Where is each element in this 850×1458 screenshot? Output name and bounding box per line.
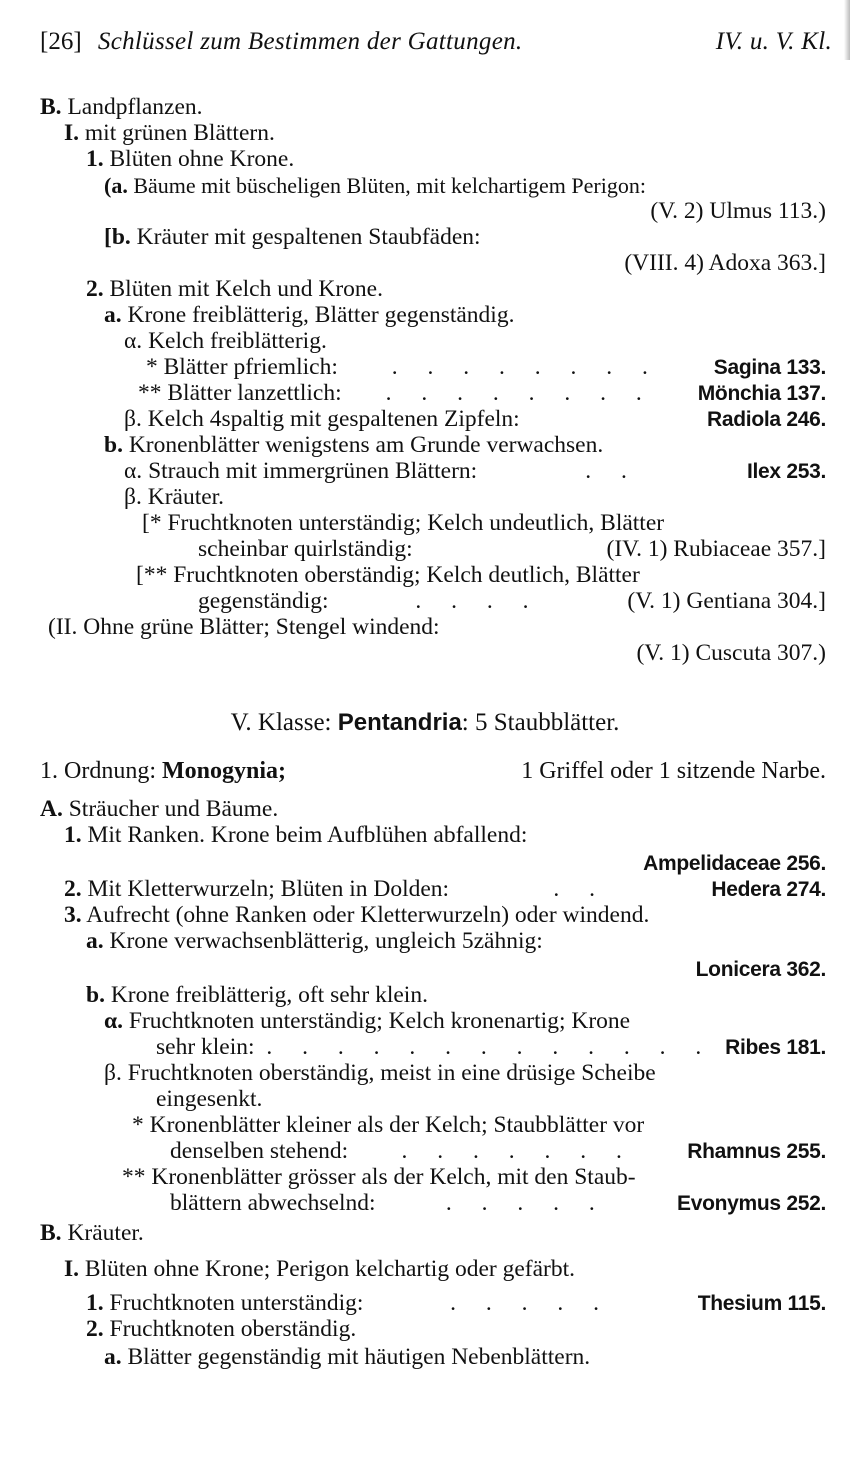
key-line: α. Kelch freiblätterig. <box>124 328 327 354</box>
key-line: sehr klein: . . . . . . . . . . . . . Ribes 181. <box>156 1034 826 1060</box>
key-genus: Lonicera 362. <box>695 958 826 981</box>
page-edge-shadow <box>844 0 850 60</box>
header-title: Schlüssel zum Bestimmen der Gattungen. <box>97 28 523 55</box>
key-line: eingesenkt. <box>156 1086 263 1112</box>
key-line: β. Kräuter. <box>124 484 225 510</box>
key-line: a. Krone freiblätterig, Blätter gegenständig. <box>104 302 515 328</box>
key-line: 2. Blüten mit Kelch und Krone. <box>86 276 383 302</box>
key-line: 1. Blüten ohne Krone. <box>86 146 295 172</box>
key-line: b. Krone freiblätterig, oft sehr klein. <box>86 982 428 1008</box>
key-line: b. Kronenblätter wenigstens am Grunde verwachsen. <box>104 432 604 458</box>
key-line: 3. Aufrecht (ohne Ranken oder Kletterwurzeln) oder windend. <box>64 902 650 928</box>
key-line: scheinbar quirlständig: <box>198 536 413 562</box>
key-ref: (V. 2) Ulmus 113.) <box>650 198 826 224</box>
key-line: 1. Mit Ranken. Krone beim Aufblühen abfallend: <box>64 822 528 848</box>
key-line: a. Blätter gegenständig mit häutigen Nebenblättern. <box>104 1344 591 1370</box>
key-ref: (V. 1) Cuscuta 307.) <box>636 640 826 666</box>
key-line: B. Kräuter. <box>40 1220 144 1246</box>
key-line: I. Blüten ohne Krone; Perigon kelchartig oder gefärbt. <box>64 1256 575 1282</box>
key-line: β. Kelch 4spaltig mit gespaltenen Zipfeln: Radiola 246. <box>124 406 826 432</box>
key-line: α. Fruchtknoten unterständig; Kelch kronenartig; Krone <box>104 1008 631 1034</box>
class-heading: V. Klasse: Pentandria: 5 Staubblätter. <box>230 709 620 736</box>
key-ref: (IV. 1) Rubiaceae 357.] <box>606 536 826 562</box>
key-line: gegenständig: . . . . (V. 1) Gentiana 304.] <box>198 588 826 614</box>
header-class-ref: IV. u. V. Kl. <box>715 28 832 55</box>
key-line: (II. Ohne grüne Blätter; Stengel windend: <box>48 614 440 640</box>
key-line: * Blätter pfriemlich: . . . . . . . . Sagina 133. <box>146 354 826 380</box>
key-line: 2. Fruchtknoten oberständig. <box>86 1316 357 1342</box>
key-line: β. Fruchtknoten oberständig, meist in eine drüsige Scheibe <box>104 1060 656 1086</box>
key-line: a. Krone verwachsenblätterig, ungleich 5zähnig: <box>86 928 543 954</box>
key-ref: (VIII. 4) Adoxa 363.] <box>624 250 826 276</box>
key-line: 2. Mit Kletterwurzeln; Blüten in Dolden: . . Hedera 274. <box>64 876 826 902</box>
key-line: [b. Kräuter mit gespaltenen Staubfäden: <box>104 224 481 250</box>
key-line: I. mit grünen Blättern. <box>64 120 275 146</box>
key-line: 1. Fruchtknoten unterständig: . . . . . Thesium 115. <box>86 1290 826 1316</box>
key-line: denselben stehend: . . . . . . . Rhamnus 255. <box>170 1138 826 1164</box>
running-header <box>40 28 832 56</box>
order-heading: 1. Ordnung: Monogynia; 1 Griffel oder 1 sitzende Narbe. <box>40 758 826 784</box>
page-number: [26] <box>40 28 82 55</box>
key-line: [* Fruchtknoten unterständig; Kelch undeutlich, Blätter <box>142 510 665 536</box>
key-genus: Ampelidaceae 256. <box>643 852 826 875</box>
key-line: A. Sträucher und Bäume. <box>40 796 279 822</box>
key-line: ** Blätter lanzettlich: . . . . . . . . Mönchia 137. <box>138 380 826 406</box>
key-line: * Kronenblätter kleiner als der Kelch; Staubblätter vor <box>132 1112 645 1138</box>
key-line: α. Strauch mit immergrünen Blättern: . . Ilex 253. <box>124 458 826 484</box>
key-line: (a. Bäume mit büscheligen Blüten, mit kelchartigem Perigon: <box>104 173 646 198</box>
key-line: B. Landpflanzen. <box>40 94 203 120</box>
key-line: [** Fruchtknoten oberständig; Kelch deutlich, Blätter <box>136 562 640 588</box>
key-line: blättern abwechselnd: . . . . . Evonymus 252. <box>170 1190 826 1216</box>
key-line: ** Kronenblätter grösser als der Kelch, mit den Staub- <box>122 1164 636 1190</box>
